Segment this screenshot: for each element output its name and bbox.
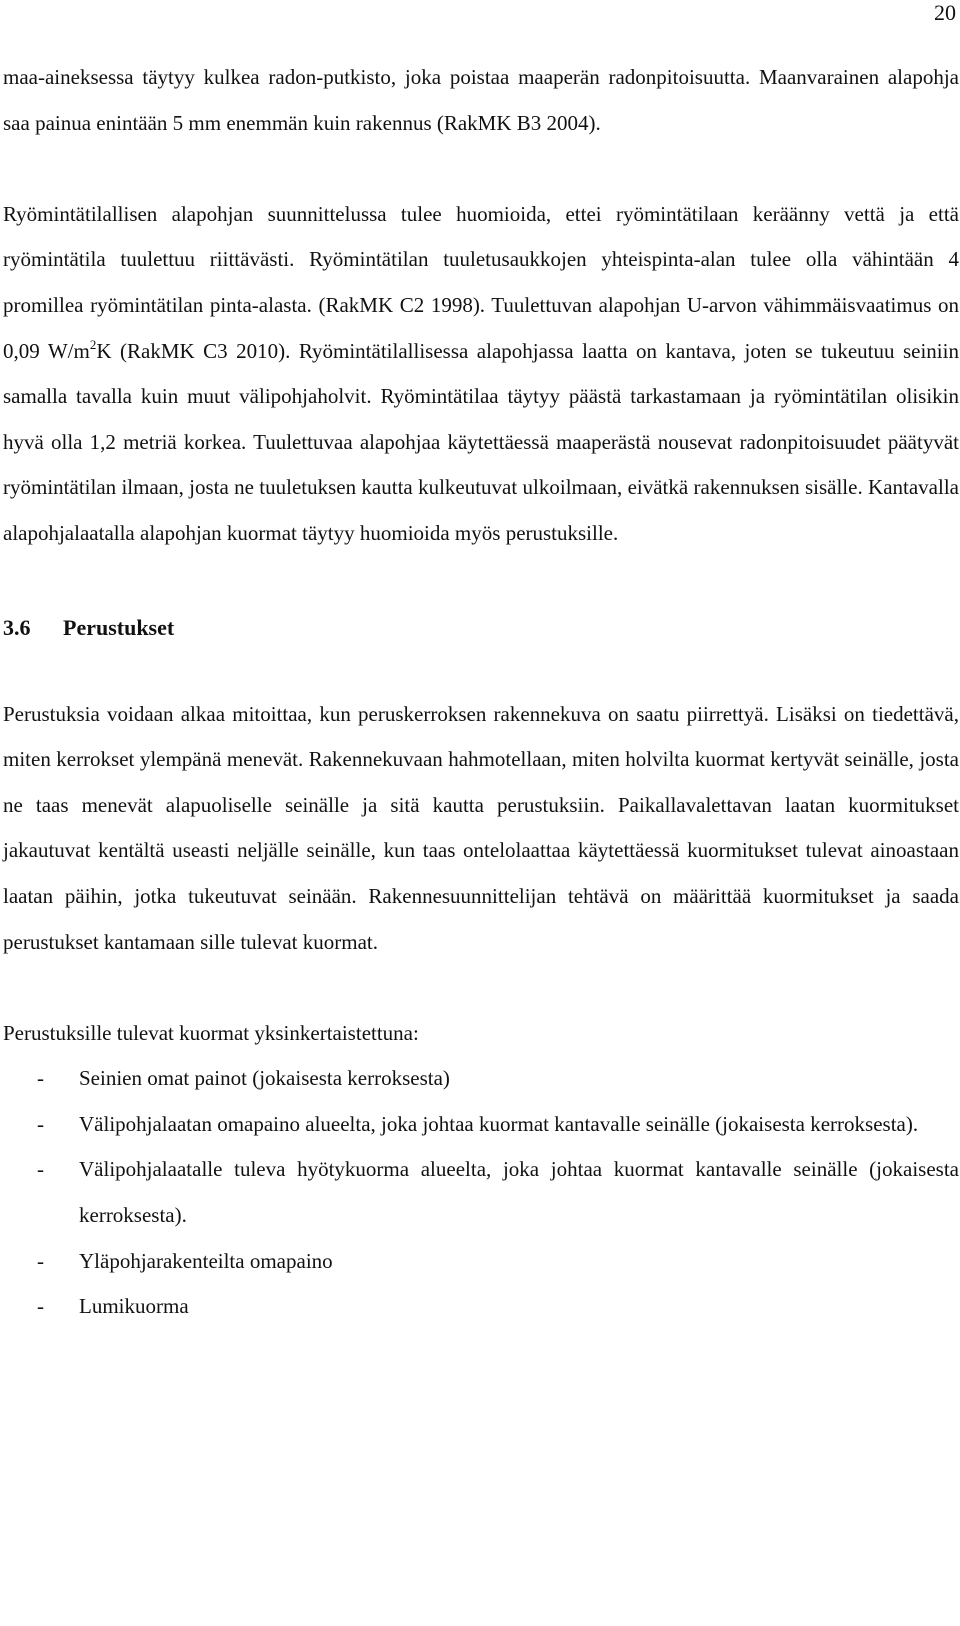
list-item [3,1147,959,1238]
list-item [3,1284,959,1330]
list-item-text: Yläpohjarakenteilta omapaino [79,1248,333,1273]
list-item [3,1239,959,1285]
page-number: 20 [934,0,956,25]
section-title: Perustukset [63,614,175,640]
section-heading [3,605,959,650]
list-item-text: Välipohjalaatan omapaino alueelta, joka johtaa kuormat kantavalle seinälle (jokaisesta kerroksesta). [79,1111,919,1136]
intro-paragraph-1: maa-aineksessa täytyy kulkea radon-putkisto, joka poistaa maaperän radonpitoisuutta. Maanvarainen alapohja saa painua enintään 5 mm enemmän kuin rakennus (RakMK B3 2004). [3,65,959,135]
list-item [3,1102,959,1148]
section-paragraph: Perustuksia voidaan alkaa mitoittaa, kun peruskerroksen rakennekuva on saatu piirrettyä. Lisäksi on tiedettävä, miten kerrokset ylempänä menevät. Rakennekuvaan hahmotellaan, miten holvilta kuormat kertyvät seinälle, josta ne taas menevät alapuoliselle seinälle ja sitä kautta perustuksiin. Paikallavalettavan laatan kuormitukset jakautuvat kentältä useasti neljälle seinälle, kun taas ontelolaattaa käytettäessä kuormitukset tulevat ainoastaan laatan päihin, jotka tukeutuvat seinään. Rakennesuunnittelijan tehtävä on määrittää kuormitukset ja saada perustukset kantamaan sille tulevat kuormat. [3,701,959,954]
list-item [3,1056,959,1102]
list-dash: - [37,1248,44,1273]
intro-paragraph-2-text-b: K (RakMK C3 2010). Ryömintätilallisessa alapohjassa laatta on kantava, joten se tukeutuu seiniin samalla tavalla kuin muut välipohjaholvit. Ryömintätilaa täytyy päästä tarkastamaan ja ryömintätilan olisikin hyvä olla 1,2 metriä korkea. Tuulettuvaa alapohjaa käytettäessä maaperästä nousevat radonpitoisuudet päätyvät ryömintätilan ilmaan, josta ne tuuletuksen kautta kulkeutuvat ulkoilmaan, eivätkä rakennuksen sisälle. Kantavalla alapohjalaatalla alapohjan kuormat täytyy huomioida myös perustuksille. [3,338,959,545]
list-dash: - [37,1157,44,1182]
intro-paragraph-2-text-a: Ryömintätilallisen alapohjan suunnittelussa tulee huomioida, ettei ryömintätilaan keräänny vettä ja että ryömintätila tuulettuu riittävästi. Ryömintätilan tuuletusaukkojen yhteispinta-alan tulee olla vähintään 4 promillea ryömintätilan pinta-alasta. (RakMK C2 1998). Tuulettuvan alapohjan U-arvon vähimmäisvaatimus on 0,09 W/m [3,201,959,363]
list-dash: - [37,1111,44,1136]
list-dash: - [37,1066,44,1091]
intro-paragraph-2 [3,192,959,557]
list-dash: - [37,1294,44,1319]
list-intro: Perustuksille tulevat kuormat yksinkertaistettuna: [3,1020,419,1045]
list-item-text: Lumikuorma [79,1294,189,1319]
load-list [3,1056,959,1330]
list-item-text: Välipohjalaatalle tuleva hyötykuorma alueelta, joka johtaa kuormat kantavalle seinälle (jokaisesta kerroksesta). [79,1157,959,1228]
document-body [3,55,959,1330]
unit-superscript: 2 [89,336,97,352]
list-item-text: Seinien omat painot (jokaisesta kerroksesta) [79,1066,450,1091]
section-number: 3.6 [3,614,31,640]
